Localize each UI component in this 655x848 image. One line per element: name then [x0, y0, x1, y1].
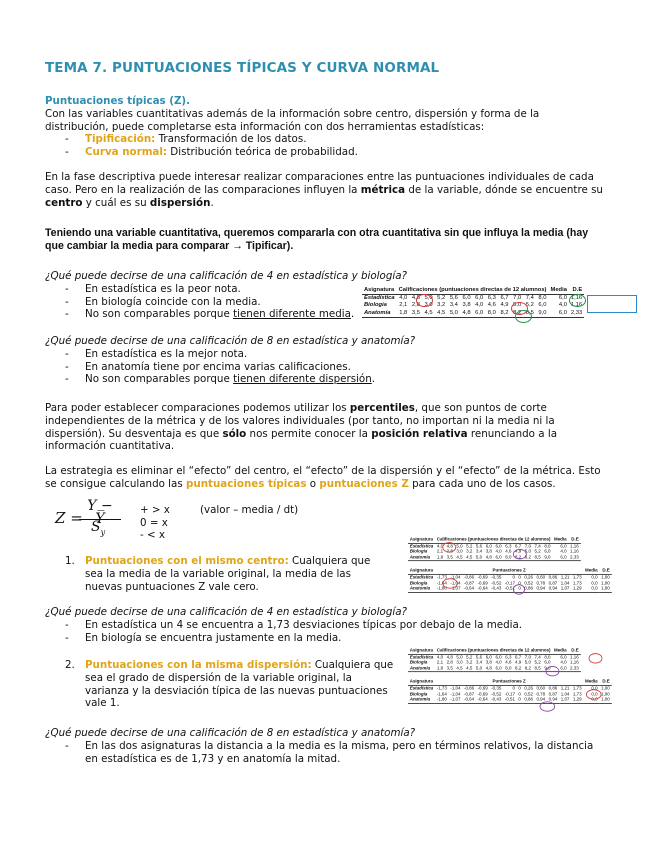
- table-row: Estadística -1,73 -1,04 -0,86 -0,69 -0,35 0 0 0,26 0,60 0,86 1,21 1,73 0,0 1,00: [409, 685, 610, 691]
- question-block-3: [45, 606, 605, 644]
- highlight-ring: [416, 294, 433, 307]
- table-row: Biología -1,64 -1,04 -0,87 -0,69 -0,52 -0,17 0 0,52 0,78 0,87 1,04 1,73 0,0 1,00: [409, 580, 610, 586]
- table-row: Estadística 4,0 4,8 5,0 5,2 5,6 6,0 6,0 6,3 6,7 7,0 7,4 8,0 6,0 1,16: [409, 543, 579, 549]
- highlight-ring: [442, 542, 456, 552]
- section-intro: Con las variables cuantitativas además de la información sobre centro, dispersión y forma de la distribución, puede completarse esta información con dos herramientas estadísticas:: [45, 107, 540, 133]
- question-text: ¿Qué puede decirse de una calificación de 4 en estadística y biología?: [45, 270, 408, 282]
- list-item: - En biología se encuentra justamente en la media.: [45, 632, 605, 645]
- question-block-4: [45, 727, 605, 765]
- question-block-1: [45, 270, 408, 321]
- question-text: ¿Qué puede decirse de una calificación de 8 en estadística y anatomía?: [45, 335, 416, 347]
- paragraph-strategy: La estrategia es eliminar el “efecto” del centro, el “efecto” de la dispersión y el “efecto” de la métrica. Esto se consigue calculando las puntuaciones típicas o puntuaciones Z para cada uno de los casos.: [45, 465, 601, 490]
- list-item: - En las dos asignaturas la distancia a la media es la misma, pero en términos relativos, la distancia en estadística es de 1,73 y en anatomía la mitad.: [45, 740, 605, 766]
- table-row: Anatomía -1,80 -1,07 -0,64 -0,64 -0,43 -0,51 0 0,86 0,94 0,94 1,07 1,29 0,0 1,00: [409, 586, 610, 592]
- scores-table-small: Asignatura Calificaciones (puntuaciones directas de 12 alumnos) Media D.E Estadística 4,0 4,8 5,0 5,2 5,6 6,0 6,0 6,3 6,7 7,0 7,4 8,0 6,0 1,16 Biología 2,1 2,8 3,0 3,2 3,4 3,8 4,0 4,6 4,9 5,0 5,2 6,0 4,0 1,16 Anatomía 1,8 3,5 4,5 4,5 5,0 4,8 6,0 8,0 8,2 8,2 8,5 9,0 6,0 2,33 Asignatura Puntuaciones Z Media D.E Estadística -1,73 -1,04 -0,86 -0,69 -0,35 0 0 0,26 0,60 0,86 1,21 1,73 0,0 1,00 Biología -1,64 -1,04 -0,87 -0,69 -0,52 -0,17 0 0,52 0,78 0,87 1,04 1,73 0,0 1,00 Anatomía -1,80 -1,07 -0,64 -0,64 -0,43 -0,51 0 0,86 0,94 0,94 1,07 1,29 0,0 1,00: [408, 537, 611, 593]
- table-row: Biología 2,1 2,8 3,0 3,2 3,4 3,8 4,0 4,6 4,9 5,0 5,2 6,0 4,0 1,16: [409, 549, 579, 555]
- list-item: - En estadística es la peor nota.: [45, 283, 375, 296]
- table-row: Biología 2,1 2,8 3,0 3,2 3,4 3,8 4,0 4,6 4,9 5,0 5,2 6,0 4,0 1,16: [364, 302, 583, 309]
- highlight-ring: [513, 549, 527, 559]
- page-title: TEMA 7. PUNTUACIONES TÍPICAS Y CURVA NORMAL: [45, 60, 440, 76]
- list-item: - En biología coincide con la media.: [45, 296, 375, 309]
- table-row: Anatomía 1,8 3,5 4,5 4,5 5,0 4,8 6,0 8,0 8,2 8,2 8,5 9,0 6,0 2,33: [409, 665, 579, 672]
- table-row: Anatomía 1,8 3,5 4,5 4,5 5,0 4,8 6,0 8,0 8,2 8,2 8,5 9,0 6,0 2,33: [409, 554, 579, 561]
- list-item: - Tipificación: Transformación de los datos.: [45, 133, 605, 146]
- table-row: Estadística -1,73 -1,04 -0,86 -0,69 -0,35 0 0 0,26 0,60 0,86 1,21 1,73 0,0 1,00: [409, 574, 610, 580]
- question-block-2: [45, 335, 605, 386]
- highlight-ring: [442, 578, 457, 588]
- point-2: 2. Puntuaciones con la misma dispersión: Cualquiera que sea el grado de dispersión de la variable original, la varianza y la desviación típica de las nuevas puntuaciones vale 1.: [65, 659, 394, 710]
- list-item: - No son comparables porque tienen diferente media.: [45, 308, 375, 321]
- paragraph-percentiles: Para poder establecer comparaciones podemos utilizar los percentiles, que son puntos de corte independientes de la métrica y de los valores individuales (por tanto, no importan ni la media ni la dispersión). Su desventaja es que sólo nos permite conocer la posición relativa renunciando a la información cuantitativa.: [45, 402, 558, 453]
- scores-table: Asignatura Calificaciones (puntuaciones directas de 12 alumnos) Media D.E Estadística 4,0 4,8 5,0 5,2 5,6 6,0 6,0 6,3 6,7 7,0 7,4 8,0 6,0 1,16 Biología 2,1 2,8 3,0 3,2 3,4 3,8 4,0 4,6 4,9 5,0 5,2 6,0 4,0 1,16 Anatomía 1,8 3,5 4,5 4,5 5,0 4,8 6,0 8,0 8,2 8,2 8,5 9,0 6,0 2,33: [362, 287, 584, 318]
- list-item: - En anatomía tiene por encima varias calificaciones.: [45, 361, 605, 374]
- list-item: - No son comparables porque tienen diferente dispersión.: [45, 373, 605, 386]
- section-heading: Puntuaciones típicas (Z).: [45, 95, 191, 107]
- table-row: Anatomía 1,8 3,5 4,5 4,5 5,0 4,8 6,0 8,0 8,2 8,2 8,5 9,0 6,0 2,33: [364, 309, 583, 316]
- list-item: - En estadística es la mejor nota.: [45, 348, 605, 361]
- table-row: Biología -1,64 -1,04 -0,87 -0,69 -0,52 -0,17 0 0,52 0,78 0,87 1,04 1,73 0,0 1,00: [409, 691, 610, 697]
- list-item: - Curva normal: Distribución teórica de probabilidad.: [45, 146, 605, 159]
- highlight-ring: [546, 666, 560, 676]
- z-table-small: Asignatura Calificaciones (puntuaciones directas de 12 alumnos) Media D.E Estadística 4,0 4,8 5,0 5,2 5,6 6,0 6,0 6,3 6,7 7,0 7,4 8,0 6,0 1,16 Biología 2,1 2,8 3,0 3,2 3,4 3,8 4,0 4,6 4,9 5,0 5,2 6,0 4,0 1,16 Anatomía 1,8 3,5 4,5 4,5 5,0 4,8 6,0 8,0 8,2 8,2 8,5 9,0 6,0 2,33 Asignatura Puntuaciones Z Media D.E Estadística -1,73 -1,04 -0,86 -0,69 -0,35 0 0 0,26 0,60 0,86 1,21 1,73 0,0 1,00 Biología -1,64 -1,04 -0,87 -0,69 -0,52 -0,17 0 0,52 0,78 0,87 1,04 1,73 0,0 1,00 Anatomía -1,80 -1,07 -0,64 -0,64 -0,43 -0,51 0 0,86 0,94 0,94 1,07 1,29 0,0 1,00: [408, 648, 611, 704]
- table-row: Estadística 4,0 4,8 5,0 5,2 5,6 6,0 6,0 6,3 6,7 7,0 7,4 8,0 6,0 1,16: [364, 295, 583, 302]
- table-row: Anatomía -1,80 -1,07 -0,64 -0,64 -0,43 -0,51 0 0,86 0,94 0,94 1,07 1,29 0,0 1,00: [409, 697, 610, 703]
- table-row: Estadística 4,0 4,8 5,0 5,2 5,6 6,0 6,0 6,3 6,7 7,0 7,4 8,0 6,0 1,16: [409, 654, 579, 660]
- table-row: Biología 2,1 2,8 3,0 3,2 3,4 3,8 4,0 4,6 4,9 5,0 5,2 6,0 4,0 1,16: [409, 660, 579, 666]
- paragraph-tipificar: Teniendo una variable cuantitativa, queremos compararla con otra cuantitativa sin que influya la media (hay que cambiar la media para comparar → Tipificar).: [45, 227, 589, 252]
- point-1: 1. Puntuaciones con el mismo centro: Cualquiera que sea la media de la variable original, la media de las nuevas puntuaciones Z vale cero.: [65, 555, 371, 593]
- highlight-ring: [589, 653, 603, 663]
- z-formula: Z = Y − Y̅ $S_y$ + > x 0 = x - < x (valor – media / dt): [55, 498, 299, 542]
- question-text: ¿Qué puede decirse de una calificación de 4 en estadística y biología?: [45, 606, 408, 618]
- sign-legend: + > x 0 = x - < x: [140, 504, 170, 542]
- highlight-ring: [586, 689, 601, 699]
- question-text: ¿Qué puede decirse de una calificación de 8 en estadística y anatomía?: [45, 727, 416, 739]
- tools-list: [45, 133, 605, 159]
- highlight-ring: [515, 310, 532, 323]
- highlight-ring: [540, 701, 555, 711]
- highlight-ring: [513, 584, 525, 594]
- mean-highlight-box: [587, 295, 637, 313]
- section-block: [45, 95, 605, 159]
- paragraph-metric: En la fase descriptiva puede interesar realizar comparaciones entre las puntuaciones individuales de cada caso. Pero en la realización de las comparaciones influyen la métrica de la variable, dónde se encuentre su centro y cuál es su dispersión.: [45, 171, 603, 209]
- list-item: - En estadística un 4 se encuentra a 1,73 desviaciones típicas por debajo de la media.: [45, 619, 605, 632]
- highlight-ring: [569, 294, 586, 307]
